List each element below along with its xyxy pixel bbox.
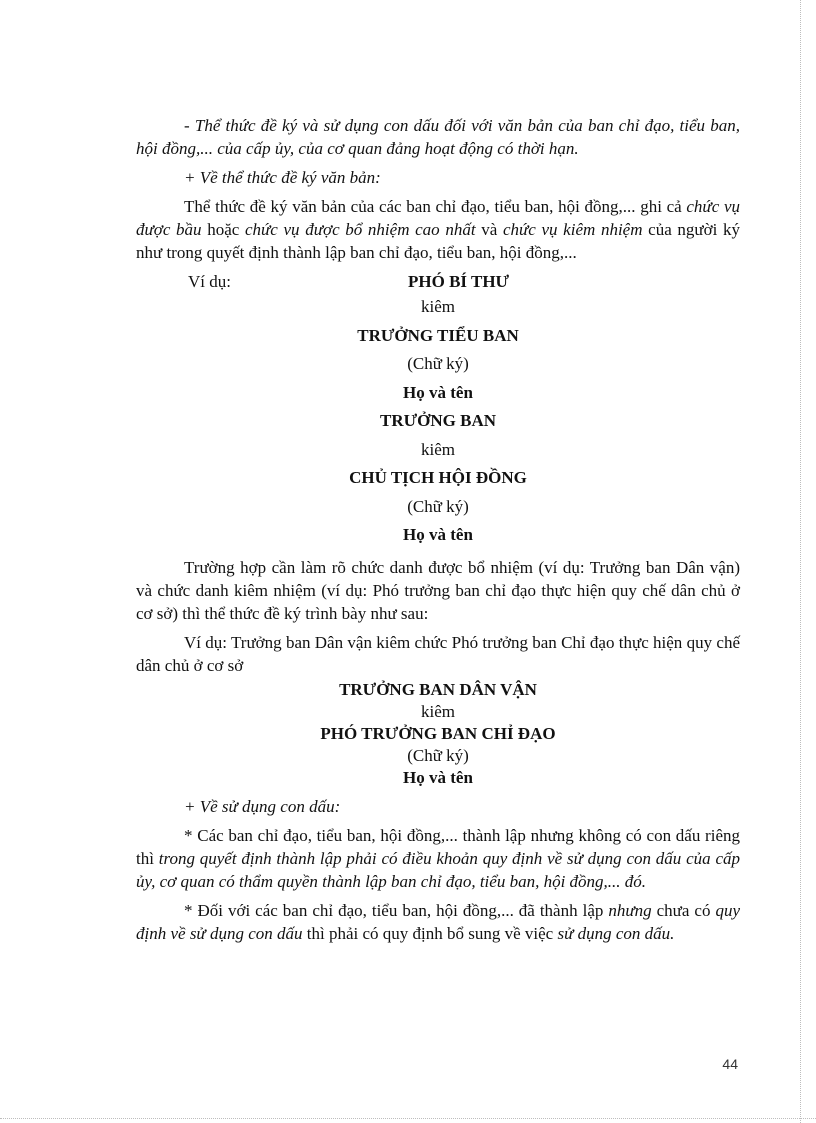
paragraph-signature-heading: + Về thể thức đề ký văn bản:	[184, 168, 381, 187]
example1-title-pho-bi-thu: PHÓ BÍ THƯ	[408, 272, 510, 291]
page-frame-bottom-edge	[0, 1118, 816, 1119]
example1-title-chu-tich: CHỦ TỊCH HỘI ĐỒNG	[349, 468, 527, 487]
example1-kiem-2: kiêm	[421, 439, 455, 459]
example2-kiem: kiêm	[421, 701, 455, 721]
example1-title-truong-tieu-ban: TRƯỞNG TIỂU BAN	[357, 325, 519, 345]
paragraph-seal-rule-1: * Các ban chỉ đạo, tiểu ban, hội đồng,... thành lập nhưng không có con dấu riêng thì trong quyết định thành lập phải có điều khoản quy định về sử dụng con dấu của cấp ủy, cơ quan có thẩm quyền thành lập ban chỉ đạo, tiểu ban, hội đồng,... đó.	[136, 825, 740, 891]
page-number: 44	[722, 1056, 738, 1072]
example1-name-1: Họ và tên	[403, 382, 473, 402]
paragraph-seal-heading: + Về sử dụng con dấu:	[184, 796, 341, 816]
example1-signature-2: (Chữ ký)	[407, 496, 469, 516]
example1-label: Ví dụ:	[188, 272, 231, 291]
example2-title-pho-truong-ban: PHÓ TRƯỞNG BAN CHỈ ĐẠO	[320, 723, 556, 743]
page-content	[136, 114, 740, 945]
example1-signature-1: (Chữ ký)	[407, 354, 469, 373]
page-frame-right-edge	[800, 0, 801, 1123]
example2-title-truong-ban-dan-van: TRƯỞNG BAN DÂN VẬN	[339, 679, 537, 699]
example1-name-2: Họ và tên	[403, 525, 473, 544]
paragraph-seal-rule-2: * Đối với các ban chỉ đạo, tiểu ban, hội đồng,... đã thành lập nhưng chưa có quy định về sử dụng con dấu thì phải có quy định bổ sung về việc sử dụng con dấu.	[136, 900, 740, 943]
example1-first-line	[136, 270, 740, 293]
paragraph-clarify-title: Trường hợp cần làm rõ chức danh được bổ nhiệm (ví dụ: Trưởng ban Dân vận) và chức danh kiêm nhiệm (ví dụ: Phó trưởng ban chỉ đạo thực hiện quy chế dân chủ ở cơ sở) thì thể thức đề ký trình bày như sau:	[136, 557, 740, 623]
paragraph-signature-rule: Thể thức đề ký văn bản của các ban chỉ đạo, tiểu ban, hội đồng,... ghi cả chức vụ được bầu hoặc chức vụ được bổ nhiệm cao nhất và chức vụ kiêm nhiệm của người ký như trong quyết định thành lập ban chỉ đạo, tiểu ban, hội đồng,...	[136, 197, 741, 262]
example1-kiem-1: kiêm	[421, 297, 455, 316]
paragraph-signature-format-intro: - Thể thức đề ký và sử dụng con dấu đối với văn bản của ban chỉ đạo, tiểu ban, hội đồng,... của cấp ủy, của cơ quan đảng hoạt động có thời hạn.	[136, 116, 740, 158]
example1-title-truong-ban: TRƯỞNG BAN	[379, 411, 496, 430]
example2-signature-block	[136, 679, 740, 789]
example2-name: Họ và tên	[403, 767, 473, 787]
example2-signature: (Chữ ký)	[407, 745, 469, 765]
example1-signature-block	[136, 293, 740, 550]
paragraph-example2-intro: Ví dụ: Trưởng ban Dân vận kiêm chức Phó trưởng ban Chỉ đạo thực hiện quy chế dân chủ ở cơ sở	[136, 632, 740, 675]
